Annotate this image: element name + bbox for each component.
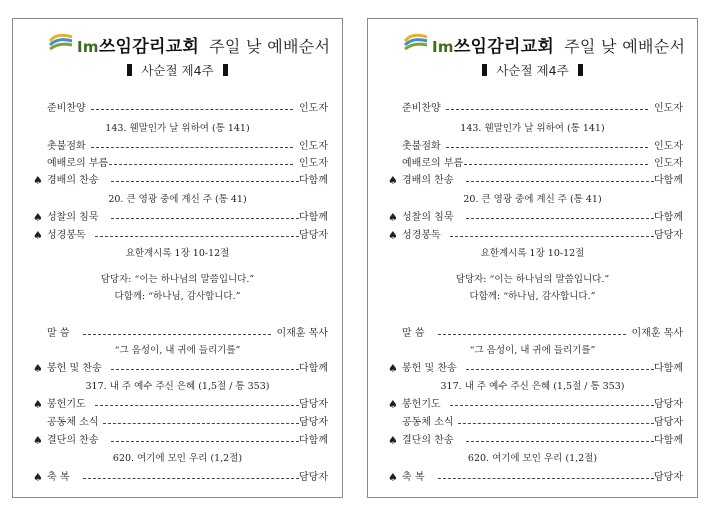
order-item-label: 예배로의 부름	[402, 158, 464, 169]
order-item-leader: 다함께	[654, 363, 683, 374]
order-item	[368, 327, 697, 341]
bulletin-panel-right	[367, 18, 698, 498]
order-item-leader: 다함께	[299, 435, 328, 446]
dashed-leader	[111, 369, 299, 370]
week-label: 사순절 제4주	[141, 63, 214, 78]
dashed-leader	[450, 405, 654, 406]
spade-bullet-icon: ♠	[33, 211, 43, 224]
week-heading	[13, 61, 342, 79]
spade-bullet-icon: ♠	[388, 362, 398, 375]
order-item-leader: 담당자	[654, 472, 683, 483]
block-marker-icon	[578, 64, 583, 76]
order-item	[368, 174, 697, 188]
order-detail-text: 다함께: “하나님, 감사합니다.”	[469, 291, 596, 302]
order-item-leader: 다함께	[299, 175, 328, 186]
order-detail-text: 요한계시록 1장 10-12절	[125, 248, 230, 259]
block-marker-icon	[482, 64, 487, 76]
week-heading	[368, 61, 697, 79]
church-logo-icon	[49, 31, 73, 53]
order-item	[368, 211, 697, 225]
order-item	[13, 157, 342, 171]
dashed-leader	[111, 218, 299, 219]
order-item	[13, 416, 342, 430]
order-item	[368, 140, 697, 154]
order-item	[368, 434, 697, 448]
church-logo-icon	[404, 31, 428, 53]
spade-bullet-icon: ♠	[388, 229, 398, 242]
order-item	[368, 157, 697, 171]
order-item	[368, 229, 697, 243]
bulletin-header	[368, 27, 697, 57]
order-item-label: 성경봉독	[402, 230, 441, 241]
order-item-label: 공동체 소식	[402, 417, 454, 428]
logo-prefix: Im	[432, 38, 454, 56]
order-item-label: 말 씀	[402, 328, 425, 339]
order-item-leader: 이재훈 목사	[631, 328, 683, 339]
dashed-leader	[464, 164, 648, 165]
service-title: 주일 낮 예배순서	[209, 37, 331, 56]
order-item-label: 말 씀	[47, 328, 70, 339]
order-item-label: 준비찬양	[402, 103, 441, 114]
dashed-leader	[466, 218, 654, 219]
order-item	[13, 398, 342, 412]
order-item-label: 성경봉독	[47, 230, 86, 241]
spade-bullet-icon: ♠	[388, 211, 398, 224]
order-item-label: 촛불점화	[47, 141, 86, 152]
order-item	[368, 471, 697, 485]
dashed-leader	[466, 181, 654, 182]
order-item-leader: 담당자	[654, 399, 683, 410]
church-name: 쓰임감리교회	[453, 37, 555, 57]
order-detail-text: 20. 큰 영광 중에 계신 주 (통 41)	[463, 194, 602, 205]
order-detail-text: 317. 내 주 예수 주신 은혜 (1,5절 / 통 353)	[85, 381, 270, 392]
order-item-label: 봉헌 및 찬송	[402, 363, 457, 374]
dashed-leader	[95, 405, 299, 406]
order-item-label: 준비찬양	[47, 103, 86, 114]
logo-prefix: Im	[77, 38, 99, 56]
order-item-label: 예배로의 부름	[47, 158, 109, 169]
order-detail-text: 143. 웬말인가 날 위하여 (통 141)	[105, 123, 250, 134]
order-detail-text: 다함께: “하나님, 감사합니다.”	[114, 291, 241, 302]
service-title: 주일 낮 예배순서	[564, 37, 686, 56]
order-item-leader: 인도자	[299, 103, 328, 114]
order-item-leader: 담당자	[654, 417, 683, 428]
dashed-leader	[95, 236, 299, 237]
bulletin-title	[77, 32, 330, 57]
dashed-leader	[438, 478, 654, 479]
order-item-leader: 인도자	[299, 158, 328, 169]
order-item	[13, 471, 342, 485]
dashed-leader	[446, 147, 648, 148]
spade-bullet-icon: ♠	[388, 434, 398, 447]
spade-bullet-icon: ♠	[33, 362, 43, 375]
bulletin-header	[13, 27, 342, 57]
order-item	[368, 398, 697, 412]
order-item-label: 경배의 찬송	[47, 175, 99, 186]
order-item-label: 촛불점화	[402, 141, 441, 152]
order-item-label: 성찰의 침묵	[402, 212, 454, 223]
order-item-label: 봉헌기도	[47, 399, 86, 410]
order-item	[368, 416, 697, 430]
order-item	[13, 211, 342, 225]
spade-bullet-icon: ♠	[33, 174, 43, 187]
dashed-leader	[466, 369, 654, 370]
order-item	[13, 229, 342, 243]
order-detail-text: 20. 큰 영광 중에 계신 주 (통 41)	[108, 194, 247, 205]
order-item	[13, 140, 342, 154]
bulletin-title	[432, 32, 685, 57]
order-item-leader: 다함께	[299, 212, 328, 223]
order-item-label: 축 복	[47, 472, 70, 483]
order-item-label: 결단의 찬송	[402, 435, 454, 446]
dashed-leader	[111, 441, 299, 442]
order-item-label: 경배의 찬송	[402, 175, 454, 186]
order-item	[13, 434, 342, 448]
order-item-leader: 담당자	[299, 472, 328, 483]
order-item-leader: 인도자	[654, 158, 683, 169]
order-item-leader: 담당자	[299, 230, 328, 241]
order-item	[368, 362, 697, 376]
order-detail-text: 620. 여기에 모인 우리 (1,2절)	[112, 453, 243, 464]
dashed-leader	[458, 423, 654, 424]
order-item-label: 공동체 소식	[47, 417, 99, 428]
dashed-leader	[109, 164, 293, 165]
order-item-label: 성찰의 침묵	[47, 212, 99, 223]
dashed-leader	[450, 236, 654, 237]
order-item	[13, 327, 342, 341]
order-detail-text: 담당자: “이는 하나님의 말씀입니다.”	[455, 274, 610, 285]
spade-bullet-icon: ♠	[33, 229, 43, 242]
order-item-leader: 다함께	[654, 212, 683, 223]
order-item-leader: 담당자	[299, 417, 328, 428]
order-item	[13, 174, 342, 188]
order-item-leader: 담당자	[299, 399, 328, 410]
order-detail-text: 요한계시록 1장 10-12절	[480, 248, 585, 259]
week-label: 사순절 제4주	[496, 63, 569, 78]
dashed-leader	[83, 334, 271, 335]
order-detail-text: 담당자: “이는 하나님의 말씀입니다.”	[100, 274, 255, 285]
block-marker-icon	[223, 64, 228, 76]
dashed-leader	[446, 109, 648, 110]
order-item-leader: 인도자	[299, 141, 328, 152]
spade-bullet-icon: ♠	[33, 398, 43, 411]
dashed-leader	[91, 147, 293, 148]
dashed-leader	[83, 478, 299, 479]
spade-bullet-icon: ♠	[388, 174, 398, 187]
order-item-leader: 다함께	[654, 435, 683, 446]
order-detail-text: “그 음성이, 내 귀에 들리기를”	[469, 345, 596, 356]
order-item	[13, 362, 342, 376]
order-item-leader: 인도자	[654, 141, 683, 152]
dashed-leader	[466, 441, 654, 442]
order-item	[13, 102, 342, 116]
bulletin-panel-left	[12, 18, 343, 498]
spade-bullet-icon: ♠	[33, 434, 43, 447]
order-item-leader: 인도자	[654, 103, 683, 114]
order-detail-text: “그 음성이, 내 귀에 들리기를”	[114, 345, 241, 356]
order-item-leader: 다함께	[299, 363, 328, 374]
order-item-label: 봉헌기도	[402, 399, 441, 410]
order-item-label: 축 복	[402, 472, 425, 483]
block-marker-icon	[127, 64, 132, 76]
church-name: 쓰임감리교회	[98, 37, 200, 57]
dashed-leader	[438, 334, 626, 335]
order-item-leader: 이재훈 목사	[276, 328, 328, 339]
order-item-leader: 담당자	[654, 230, 683, 241]
spade-bullet-icon: ♠	[388, 398, 398, 411]
order-item	[368, 102, 697, 116]
order-item-label: 봉헌 및 찬송	[47, 363, 102, 374]
dashed-leader	[111, 181, 299, 182]
spade-bullet-icon: ♠	[33, 471, 43, 484]
order-detail-text: 317. 내 주 예수 주신 은혜 (1,5절 / 통 353)	[440, 381, 625, 392]
order-detail-text: 143. 웬말인가 날 위하여 (통 141)	[460, 123, 605, 134]
order-detail-text: 620. 여기에 모인 우리 (1,2절)	[467, 453, 598, 464]
spade-bullet-icon: ♠	[388, 471, 398, 484]
order-item-label: 결단의 찬송	[47, 435, 99, 446]
dashed-leader	[91, 109, 293, 110]
order-item-leader: 다함께	[654, 175, 683, 186]
dashed-leader	[103, 423, 299, 424]
